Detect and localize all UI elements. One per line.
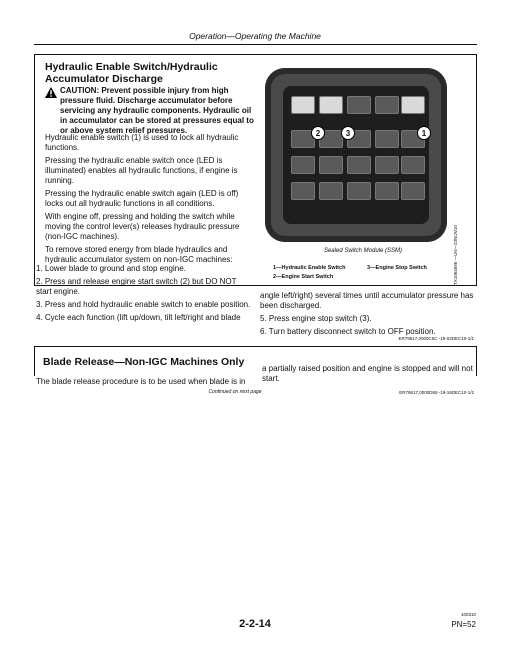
caution-block [45,86,260,136]
blade-text-right: a partially raised position and engine is stopped and will not start. [262,364,473,383]
switch-key [319,96,343,114]
para-3: Pressing the hydraulic enable switch again (LED is off) locks out all hydraulic functions in all conditions. [45,189,239,208]
callout-3: 3 [341,126,355,140]
switch-key [401,156,425,174]
header-rule [34,44,477,45]
section-title-2: Blade Release—Non-IGC Machines Only [43,356,245,368]
para-4: With engine off, pressing and holding the switch while moving the control lever(s) releases hydraulic pressure (non-IGC machines). [45,212,240,241]
legend-3: 3—Engine Stop Switch [367,265,427,271]
switch-key [347,156,371,174]
figure-code: TX1064696 —UN—23NOV10 [453,225,458,285]
switch-key [401,182,425,200]
legend-1: 1—Hydraulic Enable Switch [273,265,346,271]
step-1: 1. Lower blade to ground and stop engine. [36,264,186,273]
warning-triangle-icon [45,87,57,98]
switch-module-photo [265,68,447,242]
switch-key [291,96,315,114]
running-header: Operation—Operating the Machine [189,31,321,41]
section-hydraulic-enable [34,54,477,286]
switch-key [291,182,315,200]
switch-key [291,156,315,174]
switch-key [319,156,343,174]
switch-key [347,96,371,114]
step-2: 2. Press and release engine start switch (2) but DO NOT start engine. [36,277,237,296]
step-5: 5. Press engine stop switch (3). [260,314,372,323]
caution-text: CAUTION: Prevent possible injury from high pressure fluid. Discharge accumulator before servicing any hydraulic components. Hydraulic oil in accumulator can be stored at pressures equal to or above system relief pressures. [60,86,254,135]
footer-code: 100310 [460,612,476,617]
callout-2: 2 [311,126,325,140]
continued-note: Continued on next page [208,389,262,395]
ref-code-2: ER79617,0000D59 -19-16DEC10-1/2 [399,390,474,395]
step-6: 6. Turn battery disconnect switch to OFF position. [260,327,436,336]
step-3: 3. Press and hold hydraulic enable switch to enable position. [36,300,251,309]
switch-key [375,156,399,174]
callout-1: 1 [417,126,431,140]
para-2: Pressing the hydraulic enable switch once (LED is illuminated) enables all hydraulic functions, if engine is running. [45,156,238,185]
figure-caption: Sealed Switch Module (SSM) [323,248,403,254]
para-5: To remove stored energy from blade hydraulics and hydraulic accumulator system on non-IGC machines: [45,245,233,264]
blade-text-left: The blade release procedure is to be used when blade is in [36,377,246,386]
section-title: Hydraulic Enable Switch/Hydraulic Accumulator Discharge [45,61,218,85]
switch-key [319,182,343,200]
figure-code-wrap [453,195,459,285]
switch-key [401,96,425,114]
switch-key [347,182,371,200]
para-1: Hydraulic enable switch (1) is used to lock all hydraulic functions. [45,133,239,152]
step-4-cont: angle left/right) several times until accumulator pressure has been discharged. [260,291,474,310]
switch-key [375,130,399,148]
switch-key [375,96,399,114]
pn-label: PN=52 [451,620,476,629]
page-number: 2-2-14 [239,618,271,630]
legend-2: 2—Engine Start Switch [273,274,334,280]
switch-panel [283,86,429,224]
step-4: 4. Cycle each function (lift up/down, tilt left/right and blade [36,313,241,322]
steps-left [36,264,251,326]
ref-code-1: ER79617,0000C5C -19-02DEC10-1/1 [398,336,474,341]
steps-right [260,291,474,340]
switch-key [375,182,399,200]
